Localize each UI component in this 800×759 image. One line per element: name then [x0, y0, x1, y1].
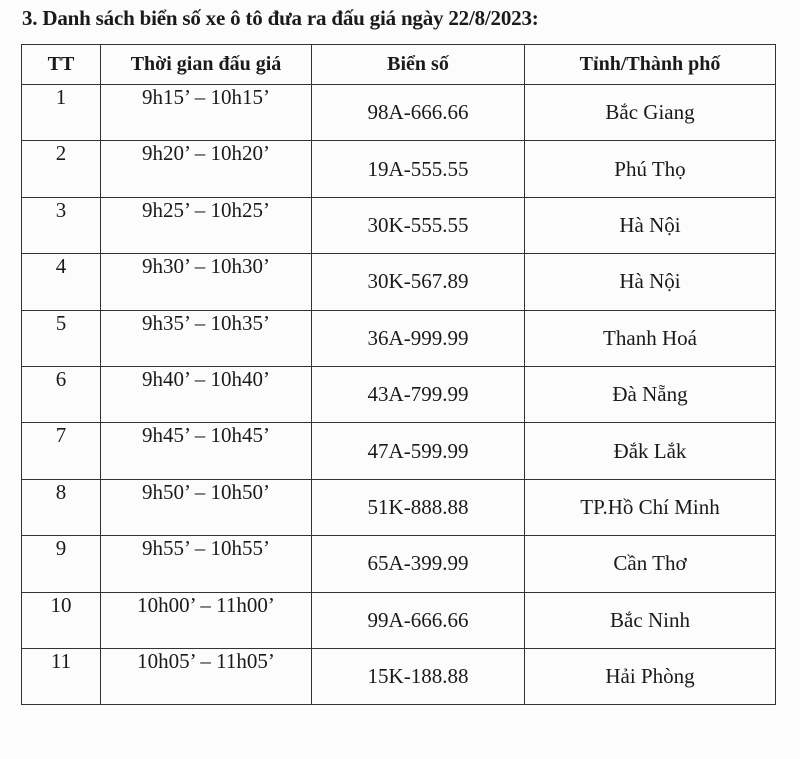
- province-city: Đắk Lắk: [525, 423, 776, 479]
- auction-time: 9h25’ – 10h25’: [101, 197, 312, 253]
- table-row: [22, 310, 776, 366]
- row-number: 6: [22, 366, 101, 422]
- row-number: 3: [22, 197, 101, 253]
- auction-time: 9h45’ – 10h45’: [101, 423, 312, 479]
- province-city: Bắc Ninh: [525, 592, 776, 648]
- row-number: 2: [22, 141, 101, 197]
- row-number: 4: [22, 254, 101, 310]
- table-row: [22, 85, 776, 141]
- header-auction-time: Thời gian đấu giá: [101, 45, 312, 85]
- plate-number: 98A-666.66: [312, 85, 525, 141]
- province-city: Cần Thơ: [525, 536, 776, 592]
- header-tt: TT: [22, 45, 101, 85]
- plate-number: 65A-399.99: [312, 536, 525, 592]
- table-row: [22, 141, 776, 197]
- province-city: Hà Nội: [525, 197, 776, 253]
- auction-time: 10h05’ – 11h05’: [101, 648, 312, 704]
- table-row: [22, 197, 776, 253]
- license-plate-auction-table: [21, 44, 776, 705]
- auction-time: 9h30’ – 10h30’: [101, 254, 312, 310]
- table-row: [22, 423, 776, 479]
- plate-number: 51K-888.88: [312, 479, 525, 535]
- province-city: Phú Thọ: [525, 141, 776, 197]
- table-row: [22, 648, 776, 704]
- auction-time: 9h20’ – 10h20’: [101, 141, 312, 197]
- row-number: 7: [22, 423, 101, 479]
- header-plate-number: Biển số: [312, 45, 525, 85]
- row-number: 10: [22, 592, 101, 648]
- plate-number: 99A-666.66: [312, 592, 525, 648]
- plate-number: 30K-567.89: [312, 254, 525, 310]
- auction-time: 9h40’ – 10h40’: [101, 366, 312, 422]
- plate-number: 47A-599.99: [312, 423, 525, 479]
- row-number: 8: [22, 479, 101, 535]
- auction-time: 9h35’ – 10h35’: [101, 310, 312, 366]
- province-city: Đà Nẵng: [525, 366, 776, 422]
- row-number: 9: [22, 536, 101, 592]
- province-city: TP.Hồ Chí Minh: [525, 479, 776, 535]
- auction-time: 9h15’ – 10h15’: [101, 85, 312, 141]
- row-number: 11: [22, 648, 101, 704]
- row-number: 5: [22, 310, 101, 366]
- plate-number: 19A-555.55: [312, 141, 525, 197]
- header-province-city: Tỉnh/Thành phố: [525, 45, 776, 85]
- province-city: Hà Nội: [525, 254, 776, 310]
- plate-number: 30K-555.55: [312, 197, 525, 253]
- table-row: [22, 592, 776, 648]
- plate-number: 36A-999.99: [312, 310, 525, 366]
- province-city: Thanh Hoá: [525, 310, 776, 366]
- table-row: [22, 536, 776, 592]
- section-heading: 3. Danh sách biển số xe ô tô đưa ra đấu giá ngày 22/8/2023:: [22, 6, 539, 30]
- row-number: 1: [22, 85, 101, 141]
- auction-time: 10h00’ – 11h00’: [101, 592, 312, 648]
- plate-number: 15K-188.88: [312, 648, 525, 704]
- table-row: [22, 366, 776, 422]
- auction-time: 9h55’ – 10h55’: [101, 536, 312, 592]
- province-city: Hải Phòng: [525, 648, 776, 704]
- province-city: Bắc Giang: [525, 85, 776, 141]
- table-header-row: [22, 45, 776, 85]
- table-row: [22, 254, 776, 310]
- plate-number: 43A-799.99: [312, 366, 525, 422]
- table-row: [22, 479, 776, 535]
- auction-time: 9h50’ – 10h50’: [101, 479, 312, 535]
